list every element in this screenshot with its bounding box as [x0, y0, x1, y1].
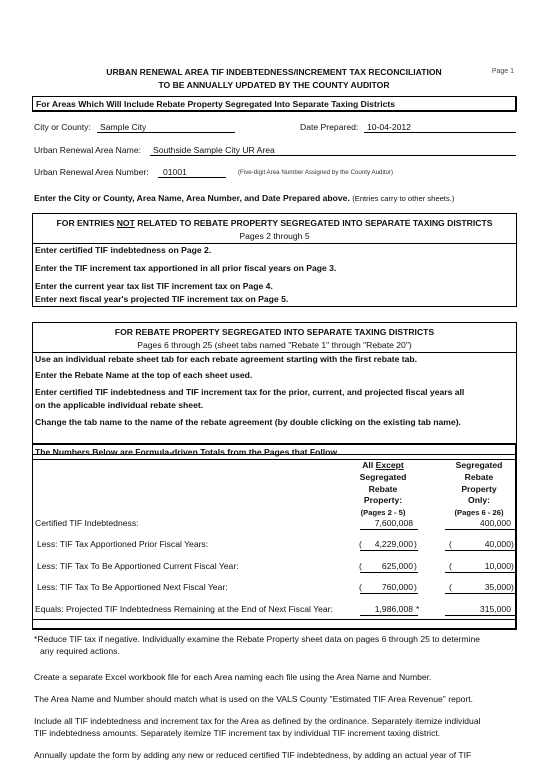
footnote-star: *: [416, 604, 420, 614]
row-label: Less: TIF Tax To Be Apportioned Next Fiscal Year:: [37, 582, 228, 592]
paren-open: (: [449, 582, 452, 592]
list-item: Enter the TIF increment tax apportioned in all prior fiscal years on Page 3.: [35, 263, 337, 273]
non-rebate-section-subtitle: Pages 2 through 5: [239, 231, 310, 241]
instruction-main: Enter the City or County, Area Name, Area Number, and Date Prepared above.: [34, 193, 350, 203]
footnote: *Reduce TIF tax if negative. Individually examine the Rebate Property sheet data on pages 6 through 25 to determine any required actions.: [34, 634, 481, 656]
non-rebate-section-title: FOR ENTRIES NOT RELATED TO REBATE PROPERTY SEGREGATED INTO SEPARATE TAXING DISTRICTS: [56, 218, 493, 228]
paren-close: ): [511, 539, 514, 549]
list-item: on the applicable individual rebate sheet.: [35, 400, 204, 410]
city-value: Sample City: [100, 122, 147, 132]
paren-close: ): [511, 582, 514, 592]
form-title: URBAN RENEWAL AREA TIF INDEBTEDNESS/INCREMENT TAX RECONCILIATION: [106, 67, 442, 77]
area-number-note: (Five-digit Area Number Assigned by the County Auditor): [238, 169, 394, 176]
non-rebate-section: [32, 213, 517, 307]
paragraph: Include all TIF indebtedness and increment tax for the Area as defined by the ordinance. Separately itemize individual: [34, 716, 481, 726]
paragraph: Create a separate Excel workbook file for each Area naming each file using the Area Name and Number.: [34, 672, 432, 682]
paren-close: ): [414, 561, 417, 571]
row-label: Less: TIF Tax Apportioned Prior Fiscal Years:: [37, 539, 209, 549]
paren-open: (: [359, 561, 362, 571]
area-name-field[interactable]: [150, 145, 516, 156]
date-label: Date Prepared:: [300, 122, 359, 132]
instruction-line: [34, 193, 454, 203]
date-value: 10-04-2012: [367, 122, 411, 132]
list-item: Enter next fiscal year's projected TIF increment tax on Page 5.: [35, 294, 289, 304]
row-label: Equals: Projected TIF Indebtedness Remaining at the End of Next Fiscal Year:: [35, 604, 333, 614]
paren-close: ): [414, 539, 417, 549]
paragraph: The Area Name and Number should match what is used on the VALS County "Estimated TIF Area Revenue" report.: [34, 694, 474, 704]
column-header-segregated: Segregated Rebate Property Only: (Pages 6 - 26): [454, 460, 504, 518]
list-item: Enter certified TIF indebtedness and TIF increment tax for the prior, current, and projected fiscal years all: [35, 387, 465, 397]
value-all-except: 7,600,008: [374, 518, 413, 528]
area-number-label: Urban Renewal Area Number:: [34, 167, 149, 177]
list-item: Change the tab name to the name of the rebate agreement (by double clicking on the existing tab name).: [35, 417, 461, 427]
list-item: Enter the Rebate Name at the top of each sheet used.: [35, 370, 253, 380]
value-segregated: 315,000: [479, 604, 511, 614]
paren-open: (: [449, 539, 452, 549]
row-label: Less: TIF Tax To Be Apportioned Current Fiscal Year:: [37, 561, 239, 571]
paragraph: TIF indebtedness amounts. Separately itemize TIF increment tax by individual TIF increment taxing district.: [34, 728, 441, 738]
value-segregated: 40,000: [484, 539, 511, 549]
value-segregated: 10,000: [484, 561, 511, 571]
area-number-value: 01001: [163, 167, 187, 177]
list-item: Enter certified TIF indebtedness on Page 2.: [35, 245, 212, 255]
city-label: City or County:: [34, 122, 91, 132]
value-segregated: 35,000: [484, 582, 511, 592]
totals-title: The Numbers Below are Formula-driven Totals from the Pages that Follow.: [35, 447, 340, 457]
paren-open: (: [449, 561, 452, 571]
rebate-section-subtitle: Pages 6 through 25 (sheet tabs named "Rebate 1" through "Rebate 20"): [137, 340, 412, 350]
city-field[interactable]: [97, 122, 235, 133]
value-all-except: 760,000: [381, 582, 413, 592]
area-number-field[interactable]: [158, 167, 226, 178]
rebate-section-title: FOR REBATE PROPERTY SEGREGATED INTO SEPARATE TAXING DISTRICTS: [114, 327, 435, 337]
value-segregated: 400,000: [479, 518, 511, 528]
form-subtitle: TO BE ANNUALLY UPDATED BY THE COUNTY AUDITOR: [158, 80, 390, 90]
rebate-areas-banner: [32, 96, 517, 112]
column-header-all-except: All Except Segregated Rebate Property: (Pages 2 - 5): [359, 460, 407, 518]
totals-section: [32, 443, 517, 630]
list-item: Enter the current year tax list TIF increment tax on Page 4.: [35, 281, 273, 291]
paren-close: ): [414, 582, 417, 592]
value-all-except: 1,986,008: [374, 604, 413, 614]
instruction-note: (Entries carry to other sheets.): [352, 194, 455, 203]
area-name-label: Urban Renewal Area Name:: [34, 145, 141, 155]
rebate-section: [32, 322, 517, 455]
row-label: Certified TIF Indebtedness:: [35, 518, 139, 528]
paragraph: Annually update the form by adding any new or reduced certified TIF indebtedness, by adding an actual year of TIF: [34, 750, 472, 760]
paren-close: ): [511, 561, 514, 571]
paren-open: (: [359, 539, 362, 549]
value-all-except: 625,000: [381, 561, 413, 571]
paren-open: (: [359, 582, 362, 592]
date-field[interactable]: [364, 122, 516, 133]
value-all-except: 4,229,000: [374, 539, 413, 549]
page-number: Page 1: [491, 68, 514, 75]
rebate-areas-banner-text: For Areas Which Will Include Rebate Property Segregated Into Separate Taxing Districts: [36, 99, 396, 109]
area-name-value: Southside Sample City UR Area: [153, 145, 275, 155]
list-item: Use an individual rebate sheet tab for each rebate agreement starting with the first rebate tab.: [35, 354, 418, 364]
